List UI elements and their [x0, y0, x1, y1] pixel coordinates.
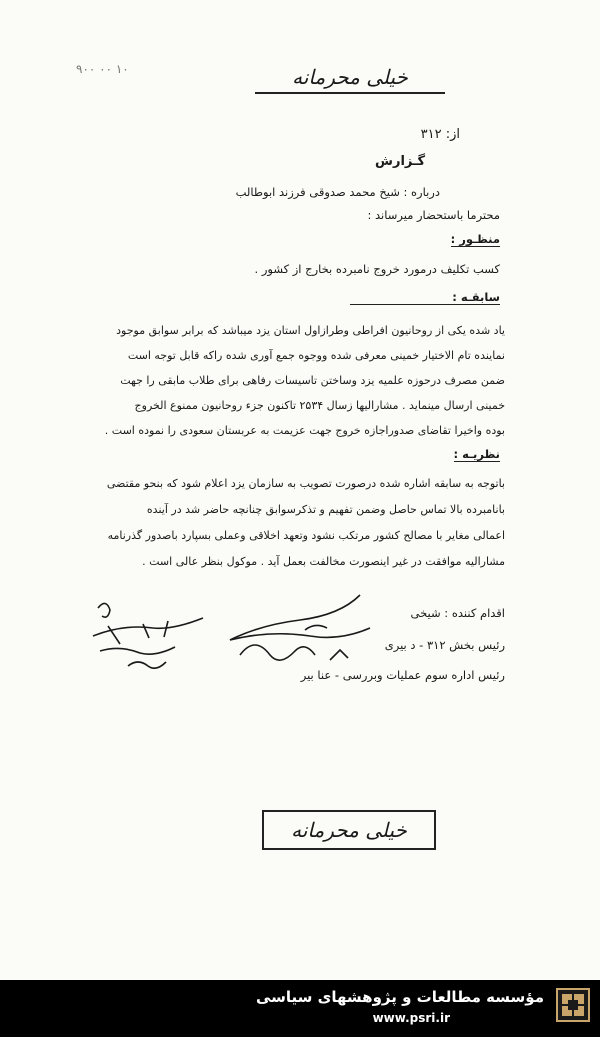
- office-head: رئیس بخش ۳۱۲ - د بیری: [384, 638, 505, 652]
- institute-logo: [556, 988, 590, 1022]
- background-line: بوده واخیرا تقاضای صدوراجازه خروج جهت عزیمت به عربستان سعودی را نموده است .: [104, 424, 505, 437]
- report-about: درباره : شیخ محمد صدوقی فرزند ابوطالب: [235, 185, 440, 199]
- background-line: نماینده تام الاختیار خمینی معرفی شده ووجوه جمع آوری شده راکه قابل توجه است: [127, 349, 505, 362]
- corner-mark: ۹۰۰ ۰۰ ۱۰: [76, 62, 129, 76]
- opinion-label: نظریـه :: [453, 447, 500, 461]
- purpose-text: کسب تکلیف درمورد خروج نامبرده بخارج از کشور .: [254, 262, 500, 276]
- opinion-line: مشارالیه موافقت در غیر اینصورت مخالفت بعمل آید . موکول بنظر عالی است .: [142, 555, 505, 568]
- signature-middle: [210, 590, 390, 680]
- salutation: محترما باستحضار میرساند :: [367, 208, 500, 222]
- report-title: گـزارش: [375, 154, 425, 169]
- background-label: سابقـه :: [350, 290, 500, 305]
- opinion-line: باتوجه به سابقه اشاره شده درصورت تصویب به سازمان یزد اعلام شود که بنحو مقتضی: [106, 477, 505, 490]
- purpose-label: منظـور :: [450, 232, 500, 246]
- institute-footer: [0, 980, 600, 1037]
- institute-name: مؤسسه مطالعات و پژوهشهای سیاسی: [255, 988, 544, 1006]
- document-number: از: ۳۱۲: [420, 127, 460, 142]
- background-line: یاد شده یکی از روحانیون افراطی وطرازاول استان یزد میباشد که برابر سوابق موجود: [116, 324, 505, 337]
- header-classification-stamp: خیلی محرمانه: [255, 62, 445, 94]
- institute-url[interactable]: www.psri.ir: [372, 1011, 450, 1025]
- footer-classification-stamp: خیلی محرمانه: [262, 810, 436, 850]
- department-head: رئیس اداره سوم عملیات وبررسی - عنا بیر: [300, 668, 505, 682]
- background-line: خمینی ارسال مینماید . مشارالیها زسال ۲۵۳۴ تاکنون جزء روحانیون ممنوع الخروج: [134, 399, 505, 412]
- action-by: اقدام کننده : شیخی: [410, 606, 505, 620]
- signature-left: [88, 596, 208, 676]
- opinion-line: بانامبرده بالا تماس حاصل وضمن تفهیم و تذکرسوابق چنانچه حاضر شد در آینده: [146, 503, 505, 516]
- background-line: ضمن مصرف درحوزه علمیه یزد وساختن تاسیسات رفاهی برای طلاب مابقی را جهت: [120, 374, 505, 387]
- opinion-line: اعمالی مغایر با مصالح کشور مرتکب نشود وتعهد اخلاقی وعملی بسپارد باصدور گذرنامه: [107, 529, 505, 542]
